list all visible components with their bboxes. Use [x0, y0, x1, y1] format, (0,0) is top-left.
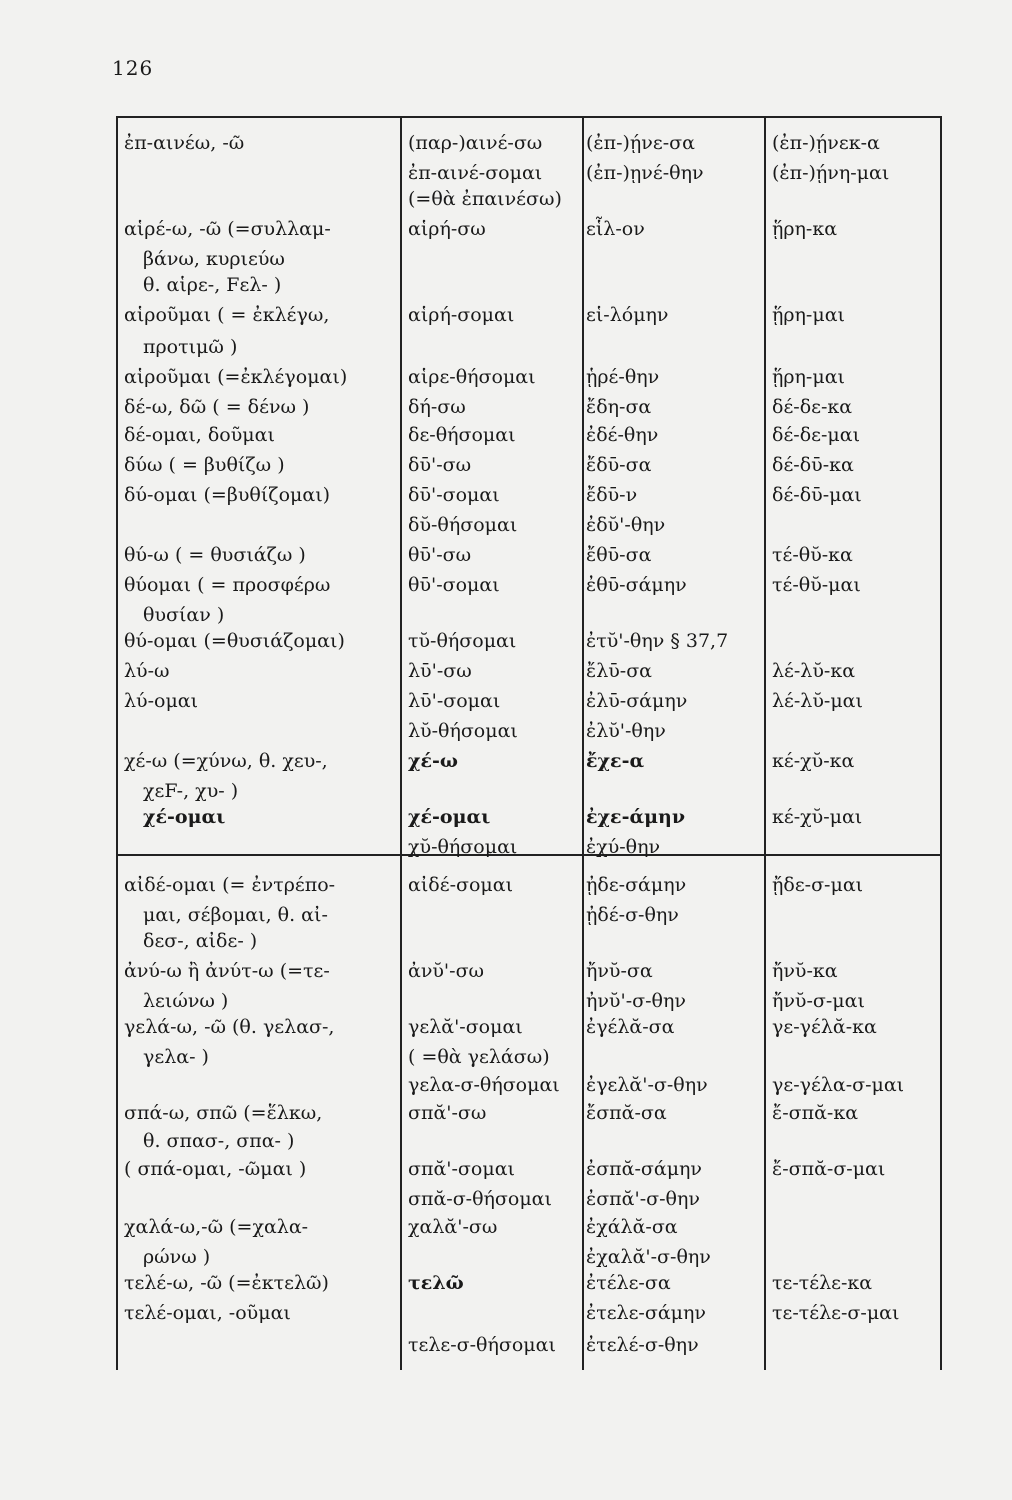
cell-future: ἀνῠ'-σω	[408, 960, 485, 982]
cell-future: ἐπ-αινέ-σομαι	[408, 162, 543, 184]
cell-aorist: ἐχε-άμην	[586, 806, 686, 828]
cell-future: δή-σω	[408, 396, 466, 418]
table-row	[118, 746, 940, 776]
table-row	[118, 926, 940, 956]
table-row	[118, 956, 940, 986]
cell-verb-present: ( σπά-ομαι, -ῶμαι )	[124, 1158, 307, 1180]
cell-perfect: τε-τέλε-κα	[772, 1272, 873, 1294]
table-row	[118, 1098, 940, 1128]
cell-aorist: ἠνῠ'-σ-θην	[586, 990, 686, 1012]
cell-future: χέ-ομαι	[408, 806, 491, 828]
cell-perfect: γε-γέλα-σ-μαι	[772, 1074, 905, 1096]
cell-perfect: (ἐπ-)ῄνεκ-α	[772, 132, 880, 154]
table-body	[118, 118, 940, 1370]
cell-perfect: ἤνῠ-σ-μαι	[772, 990, 865, 1012]
cell-aorist: ἔδη-σα	[586, 396, 652, 418]
cell-aorist: ἐχύ-θην	[586, 836, 661, 858]
cell-future: σπᾰ-σ-θήσομαι	[408, 1188, 552, 1210]
cell-future: ( =θὰ γελάσω)	[408, 1046, 550, 1068]
cell-future: τελε-σ-θήσομαι	[408, 1334, 556, 1356]
cell-verb-present: χεF-, χυ- )	[124, 780, 239, 802]
cell-perfect: (ἐπ-)ῄνη-μαι	[772, 162, 890, 184]
cell-verb-present: γελά-ω, -ῶ (θ. γελασ-,	[124, 1016, 335, 1038]
cell-perfect: ἔ-σπᾰ-κα	[772, 1102, 859, 1124]
cell-perfect: ἔ-σπᾰ-σ-μαι	[772, 1158, 886, 1180]
cell-perfect: τέ-θῠ-κα	[772, 544, 853, 566]
table-row	[118, 1330, 940, 1360]
cell-verb-present: θ. αἱρε-, Fελ- )	[124, 274, 282, 296]
cell-verb-present: αἱρέ-ω, -ῶ (=συλλαμ-	[124, 218, 331, 240]
table-row	[118, 832, 940, 862]
cell-aorist: ἐχαλᾰ'-σ-θην	[586, 1246, 711, 1268]
cell-future: τελῶ	[408, 1272, 464, 1294]
cell-future: χῠ-θήσομαι	[408, 836, 518, 858]
cell-perfect: τέ-θῠ-μαι	[772, 574, 861, 596]
cell-aorist: ἐδῠ'-θην	[586, 514, 666, 536]
table-row	[118, 300, 940, 330]
cell-verb-present: αἰδέ-ομαι (= ἐντρέπο-	[124, 874, 336, 896]
table-row	[118, 1212, 940, 1242]
cell-future: χέ-ω	[408, 750, 459, 772]
cell-future: δῡ'-σω	[408, 454, 472, 476]
cell-aorist: (ἐπ-)ῄνε-σα	[586, 132, 695, 154]
cell-verb-present: τελέ-ω, -ῶ (=ἐκτελῶ)	[124, 1272, 329, 1294]
cell-aorist: ἐτέλε-σα	[586, 1272, 671, 1294]
cell-aorist: ἔλῡ-σα	[586, 660, 653, 682]
table-row	[118, 716, 940, 746]
table-row	[118, 1126, 940, 1156]
cell-future: γελα-σ-θήσομαι	[408, 1074, 560, 1096]
cell-perfect: ᾕρη-μαι	[772, 304, 845, 326]
table-row	[118, 362, 940, 392]
cell-verb-present: θύ-ομαι (=θυσιάζομαι)	[124, 630, 345, 652]
cell-aorist: ἐχάλᾰ-σα	[586, 1216, 678, 1238]
table-row	[118, 1154, 940, 1184]
cell-future: λῡ'-σω	[408, 660, 472, 682]
cell-aorist: ἔσπᾰ-σα	[586, 1102, 667, 1124]
table-row	[118, 686, 940, 716]
cell-perfect: λέ-λῠ-κα	[772, 660, 856, 682]
cell-verb-present: ρώνω )	[124, 1246, 211, 1268]
cell-aorist: ἔδῡ-σα	[586, 454, 652, 476]
cell-verb-present: χαλά-ω,-ῶ (=χαλα-	[124, 1216, 309, 1238]
cell-verb-present: δύω ( = βυθίζω )	[124, 454, 285, 476]
cell-aorist: εἷλ-ον	[586, 218, 645, 240]
cell-future: λῠ-θήσομαι	[408, 720, 518, 742]
cell-perfect: γε-γέλᾰ-κα	[772, 1016, 877, 1038]
table-row	[118, 870, 940, 900]
cell-perfect: δέ-δε-μαι	[772, 424, 861, 446]
verb-conjugation-table	[116, 116, 942, 1370]
cell-aorist: ἐγελᾰ'-σ-θην	[586, 1074, 708, 1096]
cell-future: (παρ-)αινέ-σω	[408, 132, 543, 154]
cell-future: δε-θήσομαι	[408, 424, 516, 446]
table-row	[118, 626, 940, 656]
cell-aorist: ἐδέ-θην	[586, 424, 659, 446]
cell-aorist: ἤνῠ-σα	[586, 960, 653, 982]
cell-verb-present: τελέ-ομαι, -οῦμαι	[124, 1302, 291, 1324]
cell-future: αἱρε-θήσομαι	[408, 366, 536, 388]
table-row	[118, 392, 940, 422]
table-row	[118, 1184, 940, 1214]
table-row	[118, 570, 940, 600]
table-row	[118, 214, 940, 244]
cell-perfect: κέ-χῠ-κα	[772, 750, 855, 772]
table-row	[118, 1012, 940, 1042]
cell-verb-present: προτιμῶ )	[124, 336, 238, 358]
cell-future: τῠ-θήσομαι	[408, 630, 517, 652]
cell-aorist: ἐλῡ-σάμην	[586, 690, 688, 712]
table-row	[118, 420, 940, 450]
cell-perfect: λέ-λῠ-μαι	[772, 690, 863, 712]
cell-aorist: ἔδῡ-ν	[586, 484, 638, 506]
page-number: 126	[112, 56, 154, 80]
cell-verb-present: αἱροῦμαι ( = ἐκλέγω,	[124, 304, 330, 326]
table-row	[118, 1070, 940, 1100]
cell-verb-present: λύ-ομαι	[124, 690, 199, 712]
cell-aorist: ἐλῠ'-θην	[586, 720, 666, 742]
cell-future: σπᾰ'-σω	[408, 1102, 487, 1124]
table-row	[118, 1042, 940, 1072]
table-row	[118, 450, 940, 480]
cell-future: (=θὰ ἐπαινέσω)	[408, 188, 562, 210]
cell-future: θῡ'-σομαι	[408, 574, 500, 596]
cell-aorist: ᾐδε-σάμην	[586, 874, 687, 896]
cell-future: δῠ-θήσομαι	[408, 514, 518, 536]
cell-verb-present: γελα- )	[124, 1046, 209, 1068]
cell-perfect: δέ-δῡ-μαι	[772, 484, 862, 506]
cell-aorist: ἐτελέ-σ-θην	[586, 1334, 699, 1356]
cell-perfect: τε-τέλε-σ-μαι	[772, 1302, 900, 1324]
cell-aorist: (ἐπ-)ῃνέ-θην	[586, 162, 704, 184]
cell-verb-present: θ. σπασ-, σπα- )	[124, 1130, 295, 1152]
table-row	[118, 802, 940, 832]
cell-aorist: εἱ-λόμην	[586, 304, 669, 326]
cell-verb-present: λύ-ω	[124, 660, 170, 682]
cell-perfect: ᾕρη-μαι	[772, 366, 845, 388]
cell-future: χαλᾰ'-σω	[408, 1216, 498, 1238]
cell-aorist: ἐθῡ-σάμην	[586, 574, 687, 596]
table-row	[118, 1298, 940, 1328]
cell-future: σπᾰ'-σομαι	[408, 1158, 515, 1180]
table-row	[118, 270, 940, 300]
table-row	[118, 656, 940, 686]
cell-verb-present: θύ-ω ( = θυσιάζω )	[124, 544, 306, 566]
cell-perfect: ᾕρη-κα	[772, 218, 838, 240]
cell-future: αἰδέ-σομαι	[408, 874, 514, 896]
cell-aorist: ᾑρέ-θην	[586, 366, 660, 388]
table-row	[118, 128, 940, 158]
cell-aorist: ἐσπᾰ-σάμην	[586, 1158, 702, 1180]
cell-verb-present: αἱροῦμαι (=ἐκλέγομαι)	[124, 366, 348, 388]
cell-verb-present: ἀνύ-ω ἢ ἀνύτ-ω (=τε-	[124, 960, 330, 982]
cell-perfect: κέ-χῠ-μαι	[772, 806, 863, 828]
cell-aorist: ἐσπᾰ'-σ-θην	[586, 1188, 700, 1210]
cell-verb-present: θυσίαν )	[124, 604, 225, 626]
table-row	[118, 332, 940, 362]
cell-aorist: ᾐδέ-σ-θην	[586, 904, 679, 926]
cell-future: αἱρή-σομαι	[408, 304, 515, 326]
table-row	[118, 540, 940, 570]
cell-aorist: ἐτῠ'-θην § 37,7	[586, 630, 729, 652]
cell-aorist: ἔθῡ-σα	[586, 544, 652, 566]
table-row	[118, 510, 940, 540]
table-row	[118, 1268, 940, 1298]
cell-verb-present: λειώνω )	[124, 990, 229, 1012]
cell-aorist: ἐγέλᾰ-σα	[586, 1016, 675, 1038]
cell-future: λῡ'-σομαι	[408, 690, 501, 712]
cell-future: αἱρή-σω	[408, 218, 486, 240]
cell-aorist: ἐτελε-σάμην	[586, 1302, 706, 1324]
cell-future: θῡ'-σω	[408, 544, 472, 566]
cell-future: γελᾰ'-σομαι	[408, 1016, 523, 1038]
cell-verb-present: ἐπ-αινέω, -ῶ	[124, 132, 245, 154]
cell-verb-present: βάνω, κυριεύω	[124, 248, 285, 270]
cell-perfect: δέ-δε-κα	[772, 396, 853, 418]
cell-verb-present: δύ-ομαι (=βυθίζομαι)	[124, 484, 331, 506]
cell-perfect: ἤνῠ-κα	[772, 960, 838, 982]
cell-verb-present: χέ-ω (=χύνω, θ. χευ-,	[124, 750, 328, 772]
cell-verb-present: δεσ-, αἰδε- )	[124, 930, 258, 952]
cell-verb-present: δέ-ω, δῶ ( = δένω )	[124, 396, 310, 418]
table-row	[118, 480, 940, 510]
cell-verb-present: σπά-ω, σπῶ (=ἕλκω,	[124, 1102, 323, 1124]
cell-perfect: δέ-δῡ-κα	[772, 454, 854, 476]
cell-perfect: ᾔδε-σ-μαι	[772, 874, 864, 896]
cell-future: δῡ'-σομαι	[408, 484, 500, 506]
cell-verb-present: θύομαι ( = προσφέρω	[124, 574, 331, 596]
cell-aorist: ἔχε-α	[586, 750, 645, 772]
cell-verb-present: χέ-ομαι	[124, 806, 226, 828]
cell-verb-present: μαι, σέβομαι, θ. αἰ-	[124, 904, 328, 926]
cell-verb-present: δέ-ομαι, δοῦμαι	[124, 424, 275, 446]
table-row	[118, 184, 940, 214]
